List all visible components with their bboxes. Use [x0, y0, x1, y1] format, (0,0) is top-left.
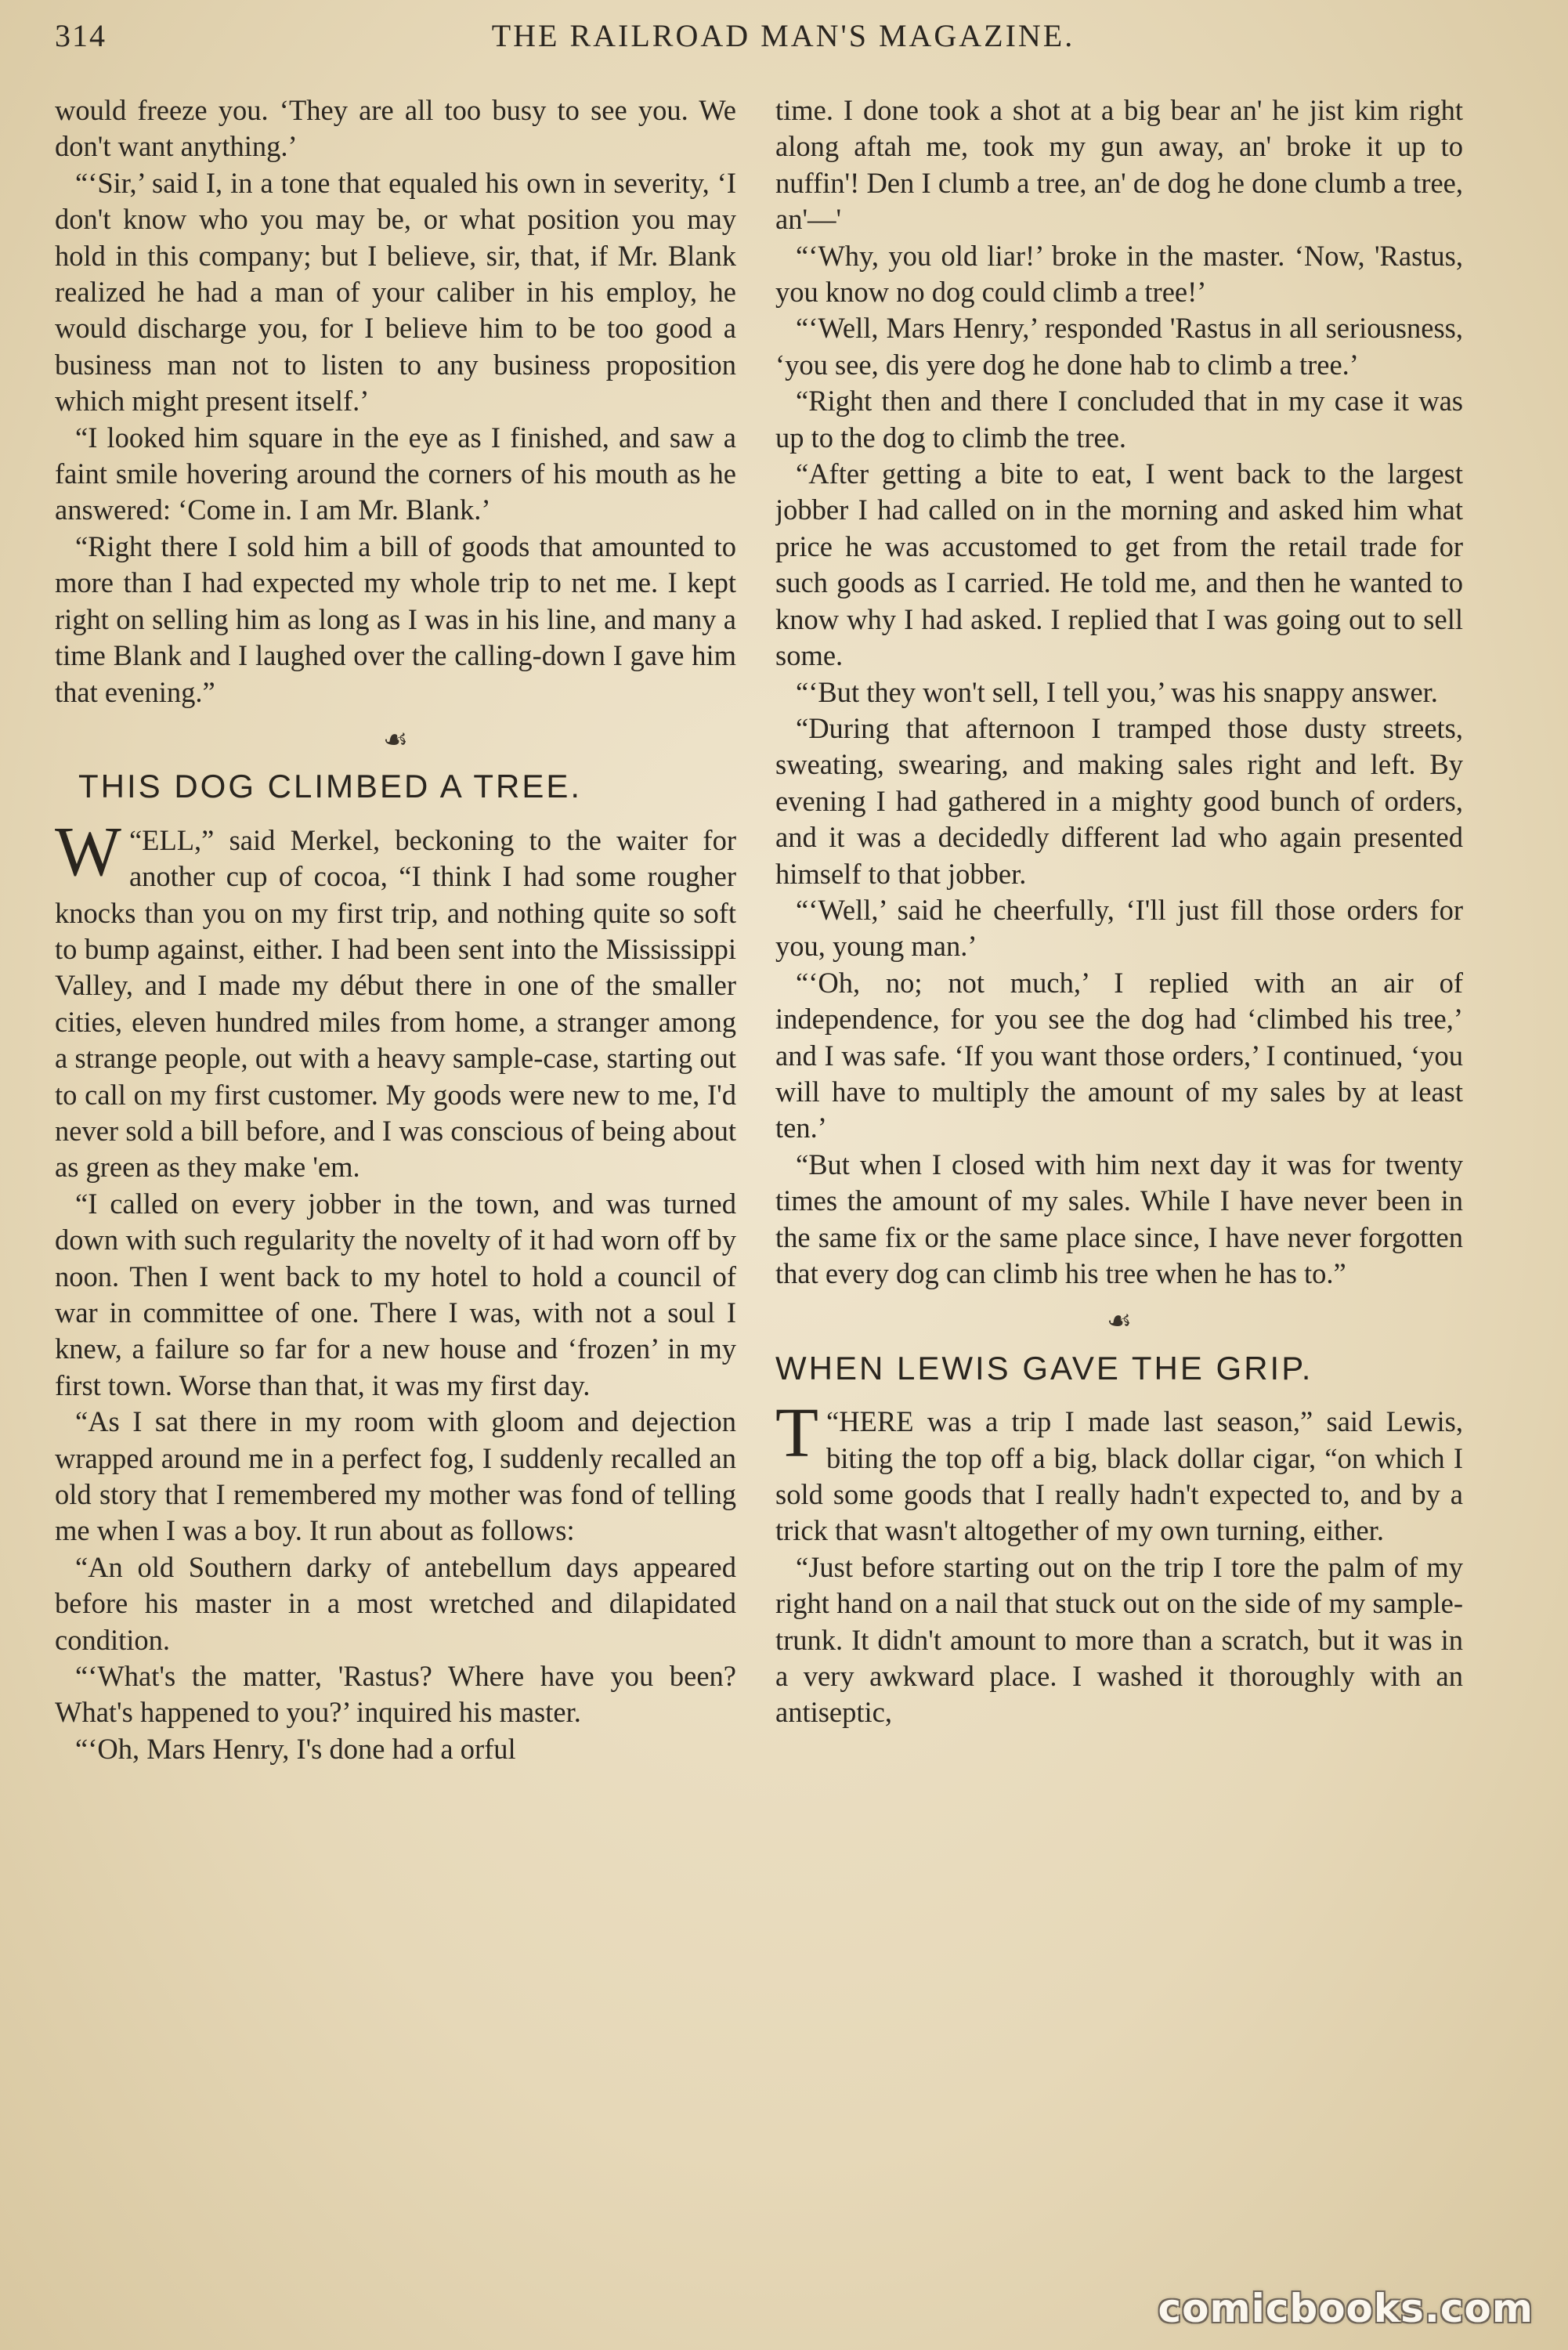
paragraph: would freeze you. ‘They are all too busy to see you. We don't want anything.’ [55, 94, 736, 163]
drop-cap: W [55, 812, 121, 891]
paragraph: “‘Sir,’ said I, in a tone that equaled his own in severity, ‘I don't know who you may be, or what position you may hold in this company; but I believe, sir, that, if Mr. Blank realized he had a man of your caliber in his employ, he would discharge you, for I believe him to be too good a business man not to listen to any business proposition which might present itself.’ [55, 166, 736, 418]
paragraph: “Just before starting out on the trip I tore the palm of my right hand on a nail that stuck out on the side of my sample-trunk. It didn't amount to more than a scratch, but it was in a very awkward place. I washed it thoroughly with an antiseptic, [775, 1550, 1463, 1729]
paragraph: “‘Oh, no; not much,’ I replied with an air of independence, for you see the dog had ‘climbed his tree,’ and I was safe. ‘If you want those orders,’ I continued, ‘you will have to multiply the amount of my sales by at least ten.’ [775, 966, 1463, 1144]
paragraph: “‘Well,’ said he cheerfully, ‘I'll just fill those orders for you, young man.’ [775, 893, 1463, 963]
page-number: 314 [55, 18, 107, 53]
paragraph: “I called on every jobber in the town, and was turned down with such regularity the novelty of it had worn off by noon. Then I went back to my hotel to hold a council of war in committee of one. There I was, with not a soul I knew, a failure so far for a new house and ‘frozen’ in my first town. Worse than that, it was my first day. [55, 1187, 736, 1401]
section-title-lewis-grip: WHEN LEWIS GAVE THE GRIP. [775, 1349, 1313, 1386]
right-column [775, 92, 1463, 2317]
paragraph: “As I sat there in my room with gloom and dejection wrapped around me in a perfect fog, I suddenly recalled an old story that I remembered my mother was fond of telling me when I was a boy. It run about as follows: [55, 1405, 736, 1547]
opening-text: HERE was a trip I made last season,” said Lewis, biting the top off a big, black dollar cigar, “on which I sold some goods that I really hadn't expected to, and by a trick that wasn't altogether of my own turning, either. [775, 1405, 1463, 1547]
magazine-title: THE RAILROAD MAN'S MAGAZINE. [491, 18, 1075, 53]
left-column [55, 92, 736, 2317]
opening-text: ELL,” said Merkel, beckoning to the waiter for another cup of cocoa, “I think I had some rougher knocks than you on my first trip, and nothing quite so soft to bump against, either. I had been sent into the Mississippi Valley, and I made my début there in one of the smaller cities, eleven hundred miles from home, a stranger among a strange people, out with a heavy sample-case, starting out to call on my first customer. My goods were new to me, I'd never sold a bill before, and I was conscious of being about as green as they make 'em. [55, 823, 736, 1184]
paragraph: “During that afternoon I tramped those dusty streets, sweating, swearing, and making sales right and left. By evening I had gathered in a mighty good bunch of orders, and it was a decidedly different lad who again presented himself to that jobber. [775, 711, 1463, 890]
paragraph: “After getting a bite to eat, I went back to the largest jobber I had called on in the morning and asked him what price he was accustomed to get from the retail trade for such goods as I carried. He told me, and then he wanted to know why I had asked. I replied that I was going out to sell some. [775, 457, 1463, 672]
paragraph: “An old Southern darky of antebellum days appeared before his master in a most wretched and dilapidated condition. [55, 1550, 736, 1656]
section-title-dog-climbed-tree: THIS DOG CLIMBED A TREE. [78, 768, 583, 805]
section-opening-paragraph [775, 1394, 1463, 1549]
site-watermark: comicbooks.com [1158, 2286, 1534, 2331]
paragraph: “‘Well, Mars Henry,’ responded 'Rastus in all seriousness, ‘you see, dis yere dog he done hab to climb a tree.’ [775, 312, 1463, 381]
paragraph: “‘Oh, Mars Henry, I's done had a orful [75, 1732, 516, 1765]
section-ornament: ☙ [1106, 1305, 1133, 1337]
paragraph: “Right there I sold him a bill of goods that amounted to more than I had expected my whole trip to net me. I kept right on selling him as long as I was in his line, and many a time Blank and I laughed over the calling-down I gave him that evening.” [55, 530, 736, 708]
drop-cap: T [775, 1394, 818, 1473]
paragraph: “‘Why, you old liar!’ broke in the master. ‘Now, 'Rastus, you know no dog could climb a tree!’ [775, 239, 1463, 309]
section-ornament: ☙ [382, 723, 409, 755]
paragraph: “‘But they won't sell, I tell you,’ was his snappy answer. [796, 675, 1438, 708]
paragraph: “‘What's the matter, 'Rastus? Where have you been? What's happened to you?’ inquired his master. [55, 1660, 736, 1729]
page-header [47, 11, 1519, 58]
paragraph: “Right then and there I concluded that in my case it was up to the dog to climb the tree. [775, 385, 1463, 454]
paragraph: time. I done took a shot at a big bear an' he jist kim right along aftah me, took my gun away, an' broke it up to nuffin'! Den I clumb a tree, an' de dog he done clumb a tree, an'—' [775, 94, 1463, 236]
section-opening-paragraph [55, 812, 736, 1186]
paragraph: “But when I closed with him next day it was for twenty times the amount of my sales. While I have never been in the same fix or the same place since, I have never forgotten that every dog can climb his tree when he has to.” [775, 1148, 1463, 1289]
open-quote: “ [826, 1405, 840, 1438]
paragraph: “I looked him square in the eye as I finished, and saw a faint smile hovering around the corners of his mouth as he answered: ‘Come in. I am Mr. Blank.’ [55, 421, 736, 526]
open-quote: “ [128, 823, 143, 856]
